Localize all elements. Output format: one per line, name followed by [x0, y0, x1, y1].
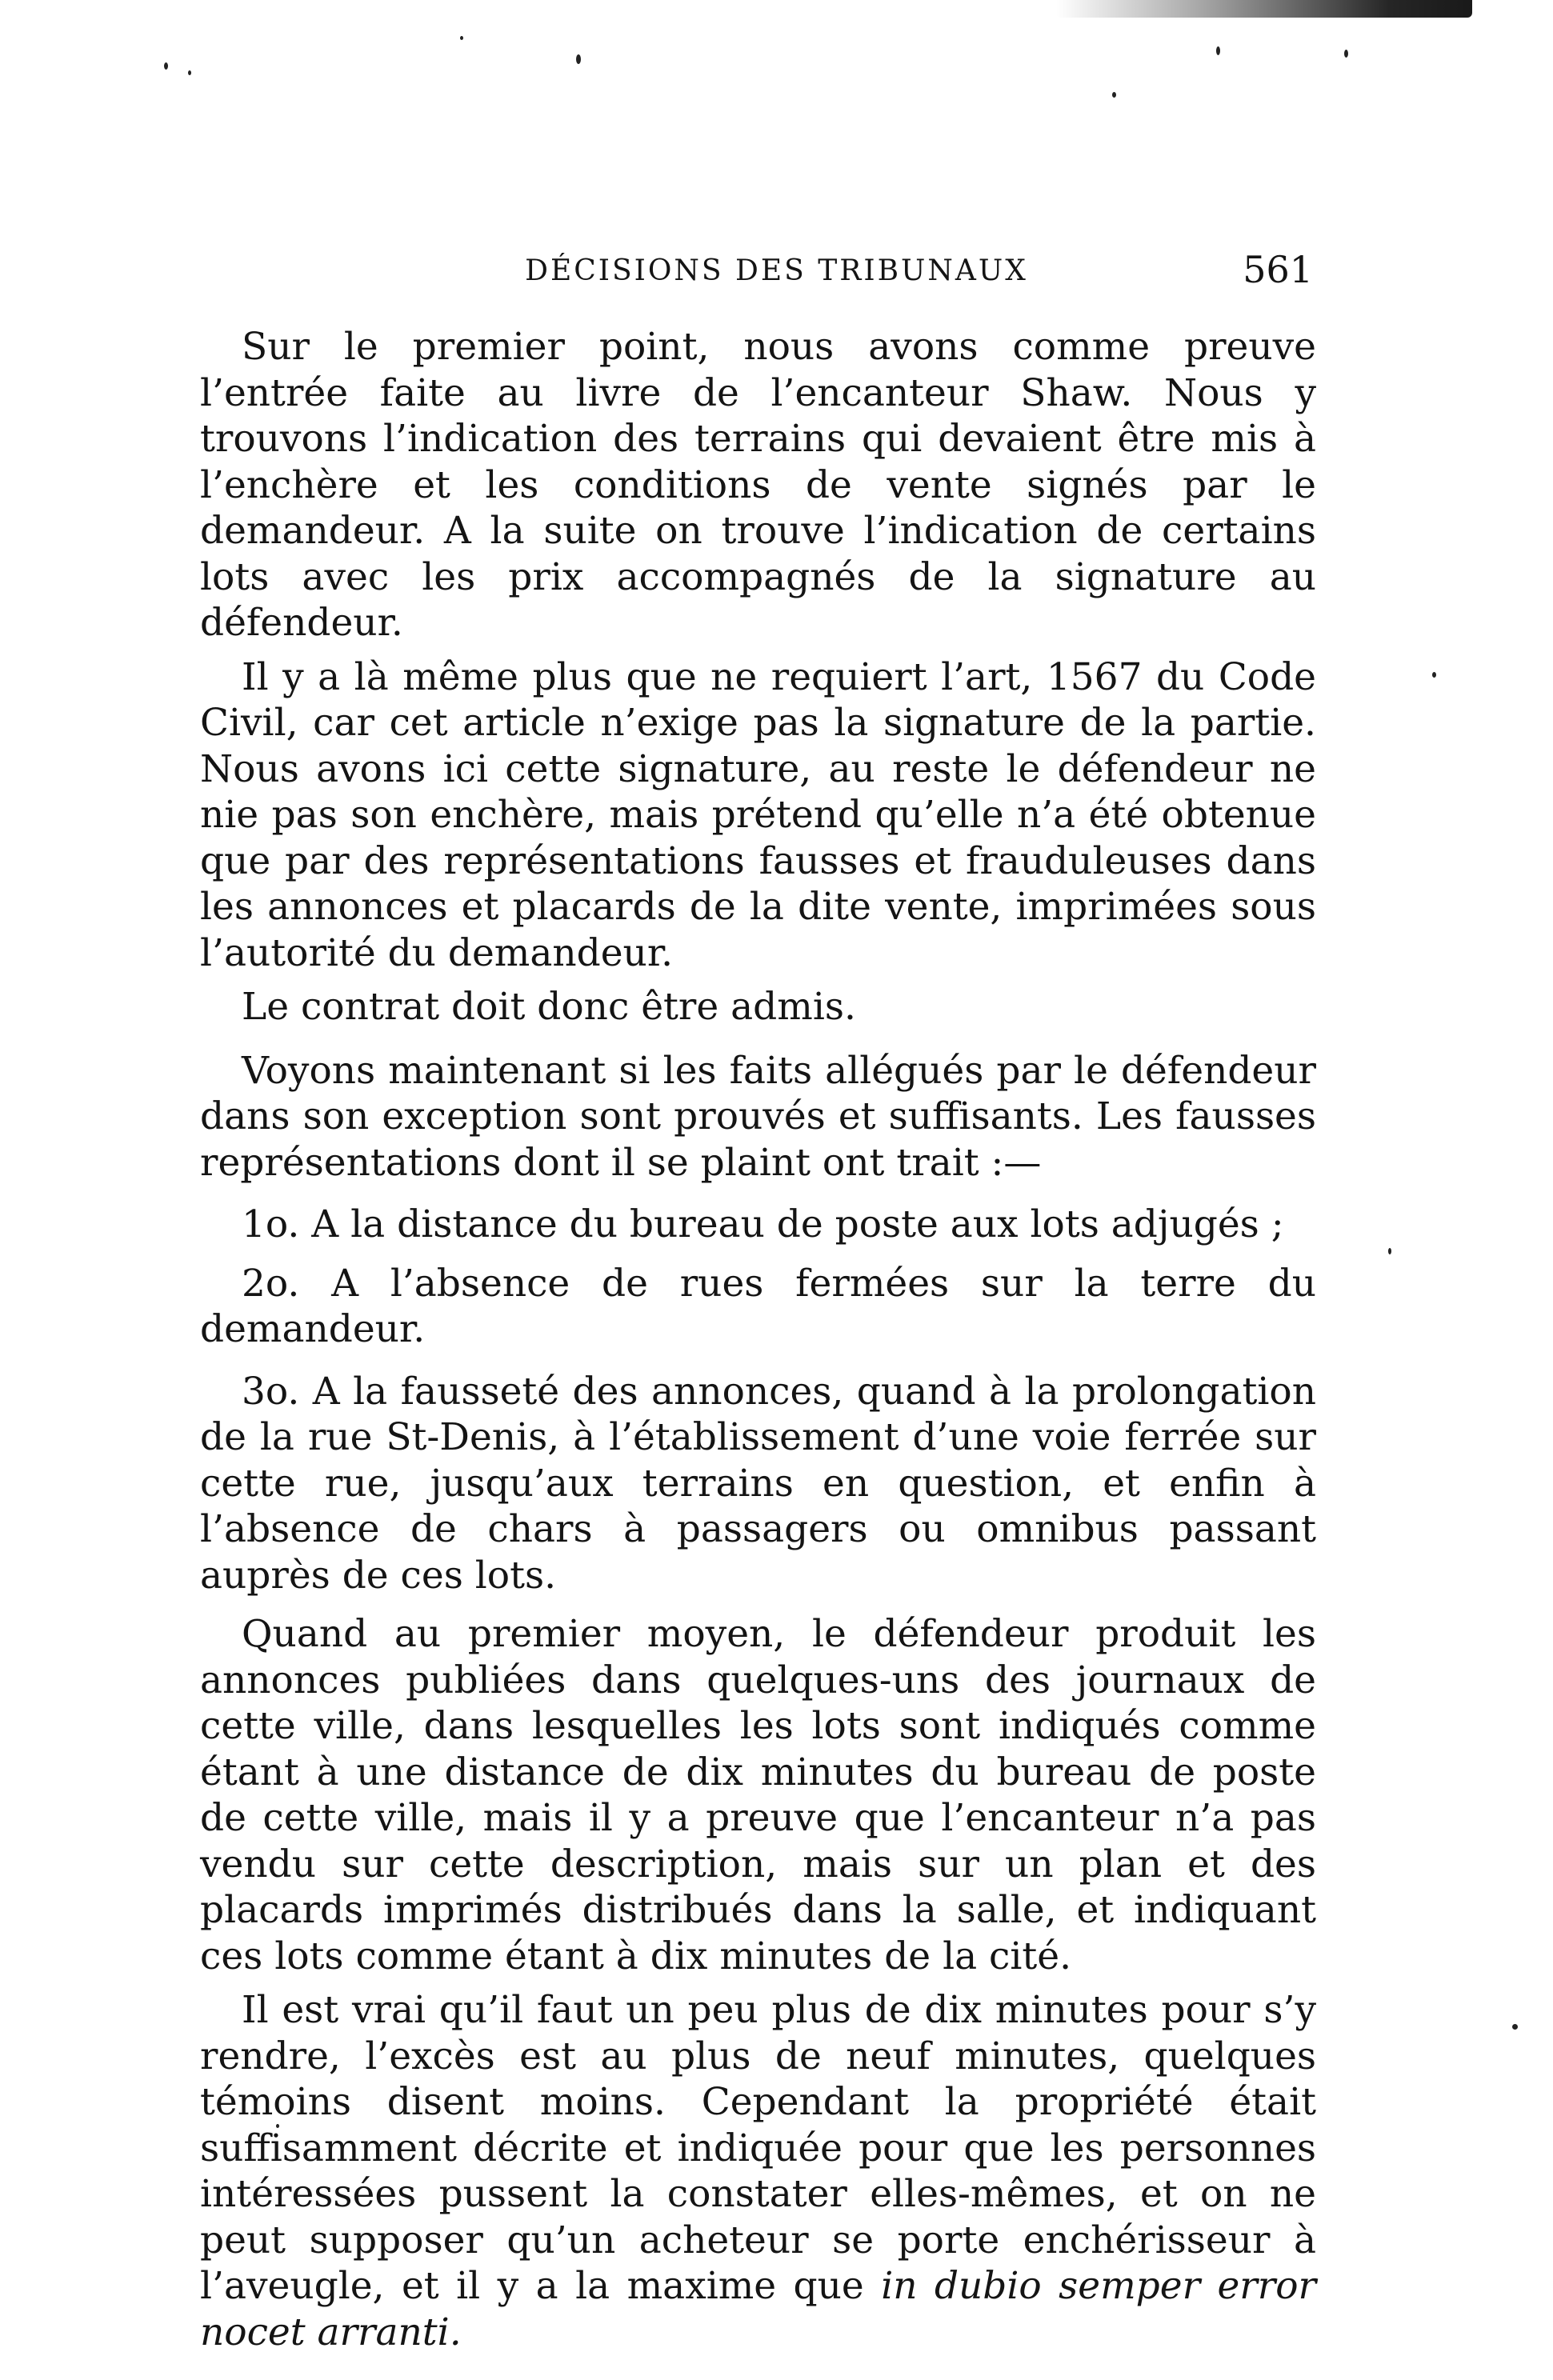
paragraph: Il y a là même plus que ne requiert l’art, 1567 du Code Civil, car cet article n’exige pas la signature de la partie. Nous avons ici cette signature, au reste le défendeur ne nie pas son enchère, mais prétend qu’elle n’a été obtenue que par des représentations fausses et frauduleuses dans les annonces et placards de la dite vente, imprimées sous l’autorité du demandeur. [200, 654, 1316, 975]
list-item: 2o. A l’absence de rues fermées sur la terre du demandeur. [200, 1261, 1316, 1351]
scan-speck [1344, 50, 1348, 58]
paragraph [200, 1987, 1316, 2355]
body-text [200, 324, 1316, 2363]
scan-speck [188, 70, 191, 75]
scan-speck [1388, 1248, 1391, 1254]
paragraph-text: Il est vrai qu’il faut un peu plus de dix minutes pour s’y rendre, l’excès est au plus de neuf minutes, quelques témoins disent moins. Cependant la propriété était suffisamment décrite et indiquée pour que les personnes intéressées pussent la constater elles-mêmes, et on ne peut supposer qu’un acheteur se porte enchérisseur à l’aveugle, et il y a la maxime que [200, 1988, 1316, 2308]
list-item: 1o. A la distance du bureau de poste aux lots adjugés ; [242, 1202, 1284, 1246]
scan-speck [1512, 2024, 1518, 2030]
paragraph: Quand au premier moyen, le défendeur produit les annonces publiées dans quelques-uns des journaux de cette ville, dans lesquelles les lots sont indiqués comme étant à une distance de dix minutes du bureau de poste de cette ville, mais il y a preuve que l’encanteur n’a pas vendu sur cette description, mais sur un plan et des placards imprimés distribués dans la salle, et indiquant ces lots comme étant à dix minutes de la cité. [200, 1612, 1316, 1978]
scan-speck [1216, 46, 1220, 55]
scan-speck [1112, 92, 1116, 98]
scan-edge-shadow [1056, 0, 1472, 18]
paragraph: Voyons maintenant si les faits allégués par le défendeur dans son exception sont prouvés et suffisants. Les fausses représentations dont il se plaint ont trait :— [200, 1048, 1316, 1185]
scan-speck [576, 54, 581, 64]
scan-speck [1432, 672, 1436, 678]
scan-speck [164, 62, 168, 70]
paragraph: Le contrat doit donc être admis. [242, 985, 856, 1029]
scan-speck [460, 36, 463, 40]
running-header [0, 248, 1553, 296]
latin-maxim: in dubio semper error nocet arranti. [200, 2264, 1316, 2354]
list-item: 3o. A la fausseté des annonces, quand à la prolongation de la rue St-Denis, à l’établissement d’une voie ferrée sur cette rue, jusqu’aux terrains en question, et enfin à l’absence de chars à passagers ou omnibus passant auprès de ces lots. [200, 1369, 1316, 1598]
running-title: DÉCISIONS DES TRIBUNAUX [525, 254, 1028, 287]
page-number: 561 [1243, 248, 1313, 291]
paragraph: Sur le premier point, nous avons comme preuve l’entrée faite au livre de l’encanteur Shaw. Nous y trouvons l’indication des terrains qui devaient être mis à l’enchère et les conditions de vente signés par le demandeur. A la suite on trouve l’indication de certains lots avec les prix accompagnés de la signature au défendeur. [200, 325, 1316, 645]
